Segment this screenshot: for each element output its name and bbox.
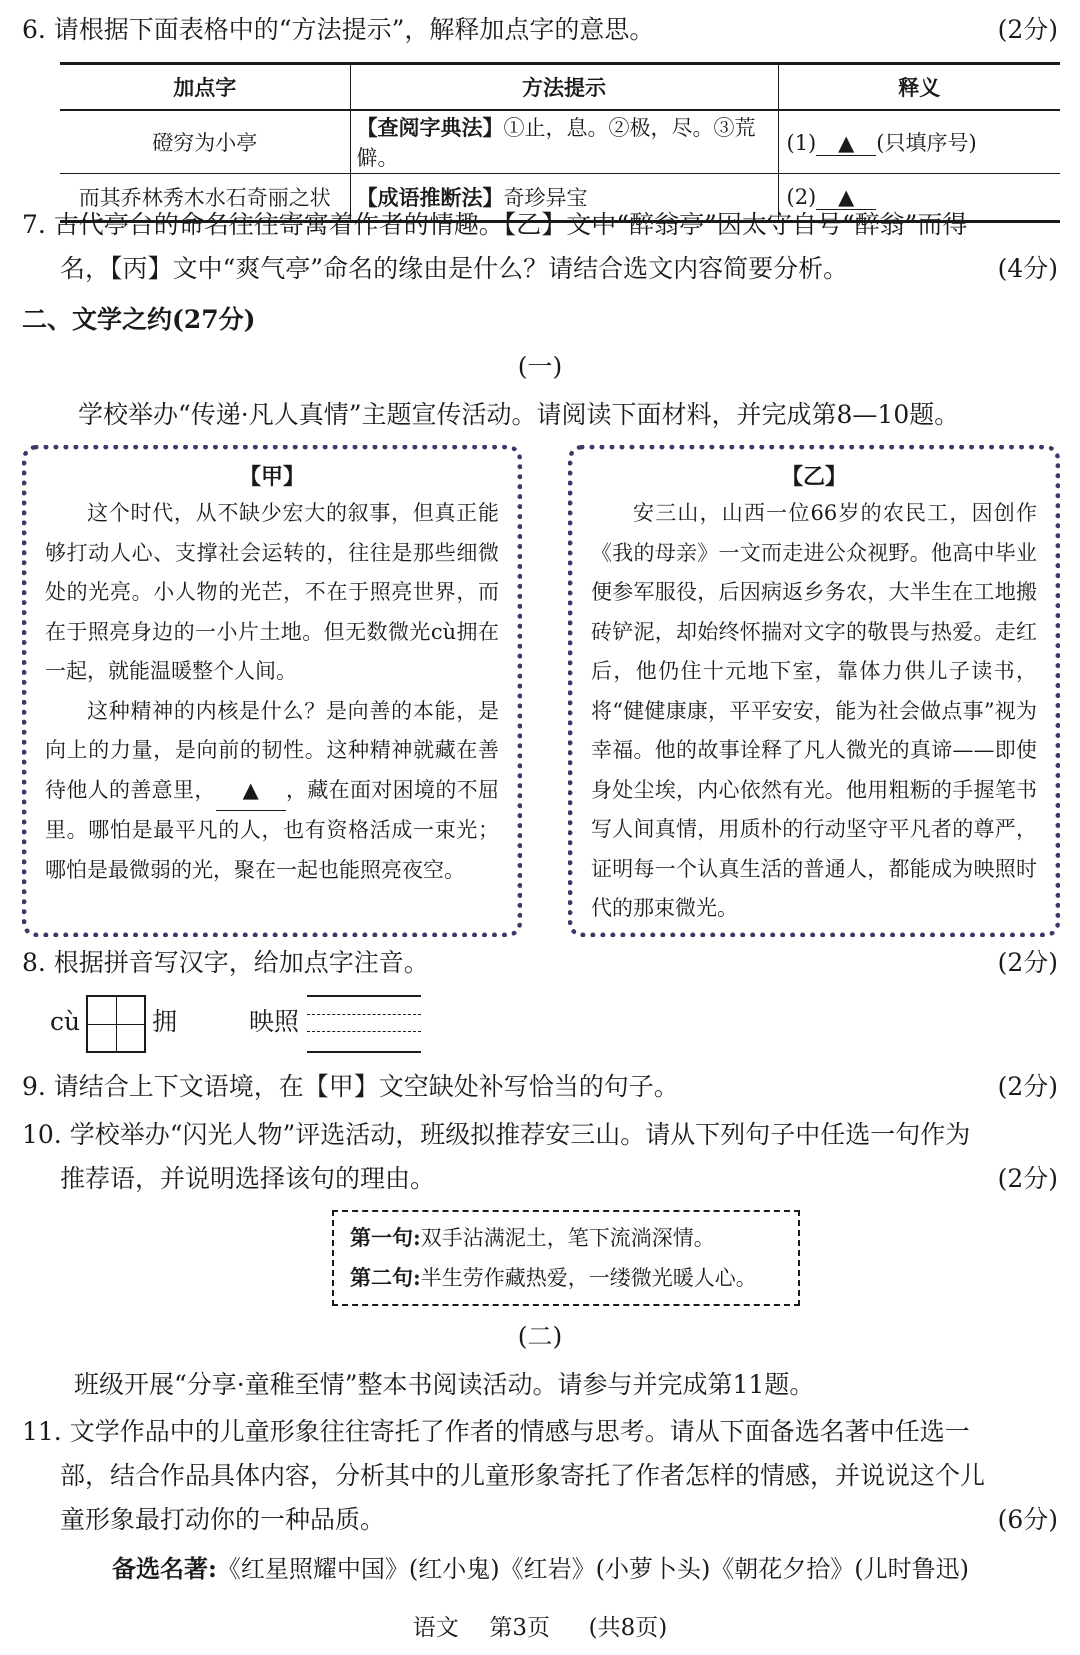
recommendation-box: [332, 1210, 800, 1306]
option-line[interactable]: [350, 1258, 782, 1298]
book-list: [22, 1547, 1058, 1591]
option-label: 第二句:: [350, 1265, 421, 1290]
page-footer: [22, 1606, 1058, 1650]
table-header: 释义: [778, 64, 1060, 111]
method-tag: 【成语推断法】: [356, 185, 504, 210]
pinyin-writing-lines[interactable]: [307, 995, 421, 1053]
footer-page: 第3页: [489, 1615, 551, 1641]
passage-yi-paragraph: 安三山，山西一位66岁的农民工，因创作《我的母亲》一文而走进公众视野。他高中毕业便参军服役，后因病返乡务农，大半生在工地搬砖铲泥，却始终怀揣对文字的敬畏与热爱。走红后，他仍住十元地下室，靠体力供儿子读书，将“健健康康，平平安安，能为社会做点事”视为幸福。他的故事诠释了凡人微光的真谛——即使身处尘埃，内心依然有光。他用粗粝的手握笔书写人间真情，用质朴的行动坚守平凡者的尊严，证明每一个认真生活的普通人，都能成为映照时代的那束微光。: [591, 501, 1037, 920]
method-text: ①止，息。②极，尽。③荒僻。: [356, 116, 756, 170]
question-11-score: (6分): [997, 1505, 1058, 1534]
question-6-text: 6. 请根据下面表格中的“方法提示”，解释加点字的意思。: [22, 15, 655, 44]
table-cell-phrase: 磴穷为小亭: [60, 110, 350, 174]
table-cell-phrase: 而其乔林秀木水石奇丽之状: [60, 174, 350, 222]
question-10-score: (2分): [997, 1164, 1058, 1193]
passage-yi-title: 【乙】: [780, 464, 847, 490]
question-11-line1: 11. 文学作品中的儿童形象往往寄托了作者的情感与思考。请从下面备选名著中任选一: [22, 1417, 970, 1446]
table-header-row: [60, 64, 1060, 111]
table-cell-method: [350, 110, 778, 174]
question-9-text: 9. 请结合上下文语境，在【甲】文空缺处补写恰当的句子。: [22, 1072, 679, 1101]
table-header: 加点字: [60, 64, 350, 111]
option-label: 第一句:: [350, 1225, 421, 1250]
question-10: [22, 1113, 1058, 1201]
question-7-line2: 名，【丙】文中“爽气亭”命名的缘由是什么？请结合选文内容简要分析。: [60, 254, 849, 283]
passage-jia-paragraph-2: [45, 692, 499, 891]
question-11-line2: 部，结合作品具体内容，分析其中的儿童形象寄托了作者怎样的情感，并说说这个儿: [60, 1461, 986, 1490]
passage-jia-paragraph: 这个时代，从不缺少宏大的叙事，但真正能够打动人心、支撑社会运转的，往往是那些细微处的光亮。小人物的光芒，不在于照亮世界，而在于照亮身边的一小片土地。但无数微光cù拥在一起，就能温暖整个人间。: [45, 501, 499, 683]
question-6-score: (2分): [997, 15, 1058, 44]
method-table: [60, 62, 1060, 223]
question-8-score: (2分): [997, 948, 1058, 977]
question-9-score: (2分): [997, 1072, 1058, 1101]
question-9: [22, 1065, 1058, 1109]
book-list-label: 备选名著:: [112, 1554, 217, 1583]
table-header: 方法提示: [350, 64, 778, 111]
answer-note: (只填序号): [876, 131, 977, 155]
method-text: 奇珍异宝: [503, 186, 588, 210]
passage-text: ，藏在面对困境的不屈里。哪怕是最平凡的人，也有资格活成一束光；哪怕是最微弱的光，聚在一起也能照亮夜空。: [45, 777, 500, 882]
hanzi-grid-box[interactable]: [86, 995, 146, 1053]
footer-subject: 语文: [412, 1615, 459, 1641]
question-11: [22, 1410, 1058, 1542]
option-line[interactable]: [350, 1218, 782, 1258]
question-8-text: 8. 根据拼音写汉字，给加点字注音。: [22, 948, 429, 977]
answer-prefix: (1): [786, 131, 817, 155]
footer-total: (共8页): [588, 1615, 668, 1641]
passage-jia-title: 【甲】: [238, 464, 305, 490]
answer-blank[interactable]: ▲: [816, 185, 876, 210]
grid-suffix: 拥: [152, 1007, 178, 1036]
question-10-line1: 10. 学校举办“闪光人物”评选活动，班级拟推荐安三山。请从下列句子中任选一句作为: [22, 1120, 971, 1149]
pinyin-word: 映照: [249, 1007, 300, 1036]
answer-blank[interactable]: ▲: [816, 131, 876, 156]
passage-yi: [568, 445, 1060, 937]
part-2-title: (二): [517, 1322, 563, 1351]
table-row: [60, 110, 1060, 174]
part-1-title: (一): [517, 352, 563, 381]
answer-prefix: (2): [786, 184, 817, 209]
option-text: 双手沾满泥土，笔下流淌深情。: [420, 1226, 715, 1250]
book-list-text: 《红星照耀中国》(红小鬼)《红岩》(小萝卜头)《朝花夕拾》(儿时鲁迅): [216, 1555, 970, 1583]
passage-jia: [22, 445, 522, 937]
method-tag: 【查阅字典法】: [356, 115, 504, 140]
question-7: [22, 203, 1058, 291]
table-cell-answer: [778, 110, 1060, 174]
fill-blank[interactable]: ▲: [216, 771, 286, 812]
part-2-intro: 班级开展“分享·童稚至情”整本书阅读活动。请参与并完成第11题。: [74, 1370, 815, 1399]
question-8-answer-row: [50, 992, 1058, 1052]
passage-text: 这种精神的内核是什么？是向善的本能，是向上的力量，是向前的韧性。这种精神就藏在善待他人的善意里，: [45, 698, 499, 802]
pinyin-label: cù: [50, 1007, 81, 1036]
question-11-line3: 童形象最打动你的一种品质。: [60, 1505, 386, 1534]
question-6: [22, 8, 1058, 52]
question-7-line1: 7. 古代亭台的命名往往寄寓着作者的情趣。【乙】文中“醉翁亭”因太守自号“醉翁”而得: [22, 210, 968, 239]
option-text: 半生劳作藏热爱，一缕微光暖人心。: [420, 1266, 757, 1290]
question-10-line2: 推荐语，并说明选择该句的理由。: [60, 1164, 436, 1193]
question-8: [22, 941, 1058, 985]
section-title: 二、文学之约(27分): [22, 305, 256, 334]
part-1-intro: 学校举办“传递·凡人真情”主题宣传活动。请阅读下面材料，并完成第8—10题。: [78, 400, 960, 429]
question-7-score: (4分): [997, 254, 1058, 283]
